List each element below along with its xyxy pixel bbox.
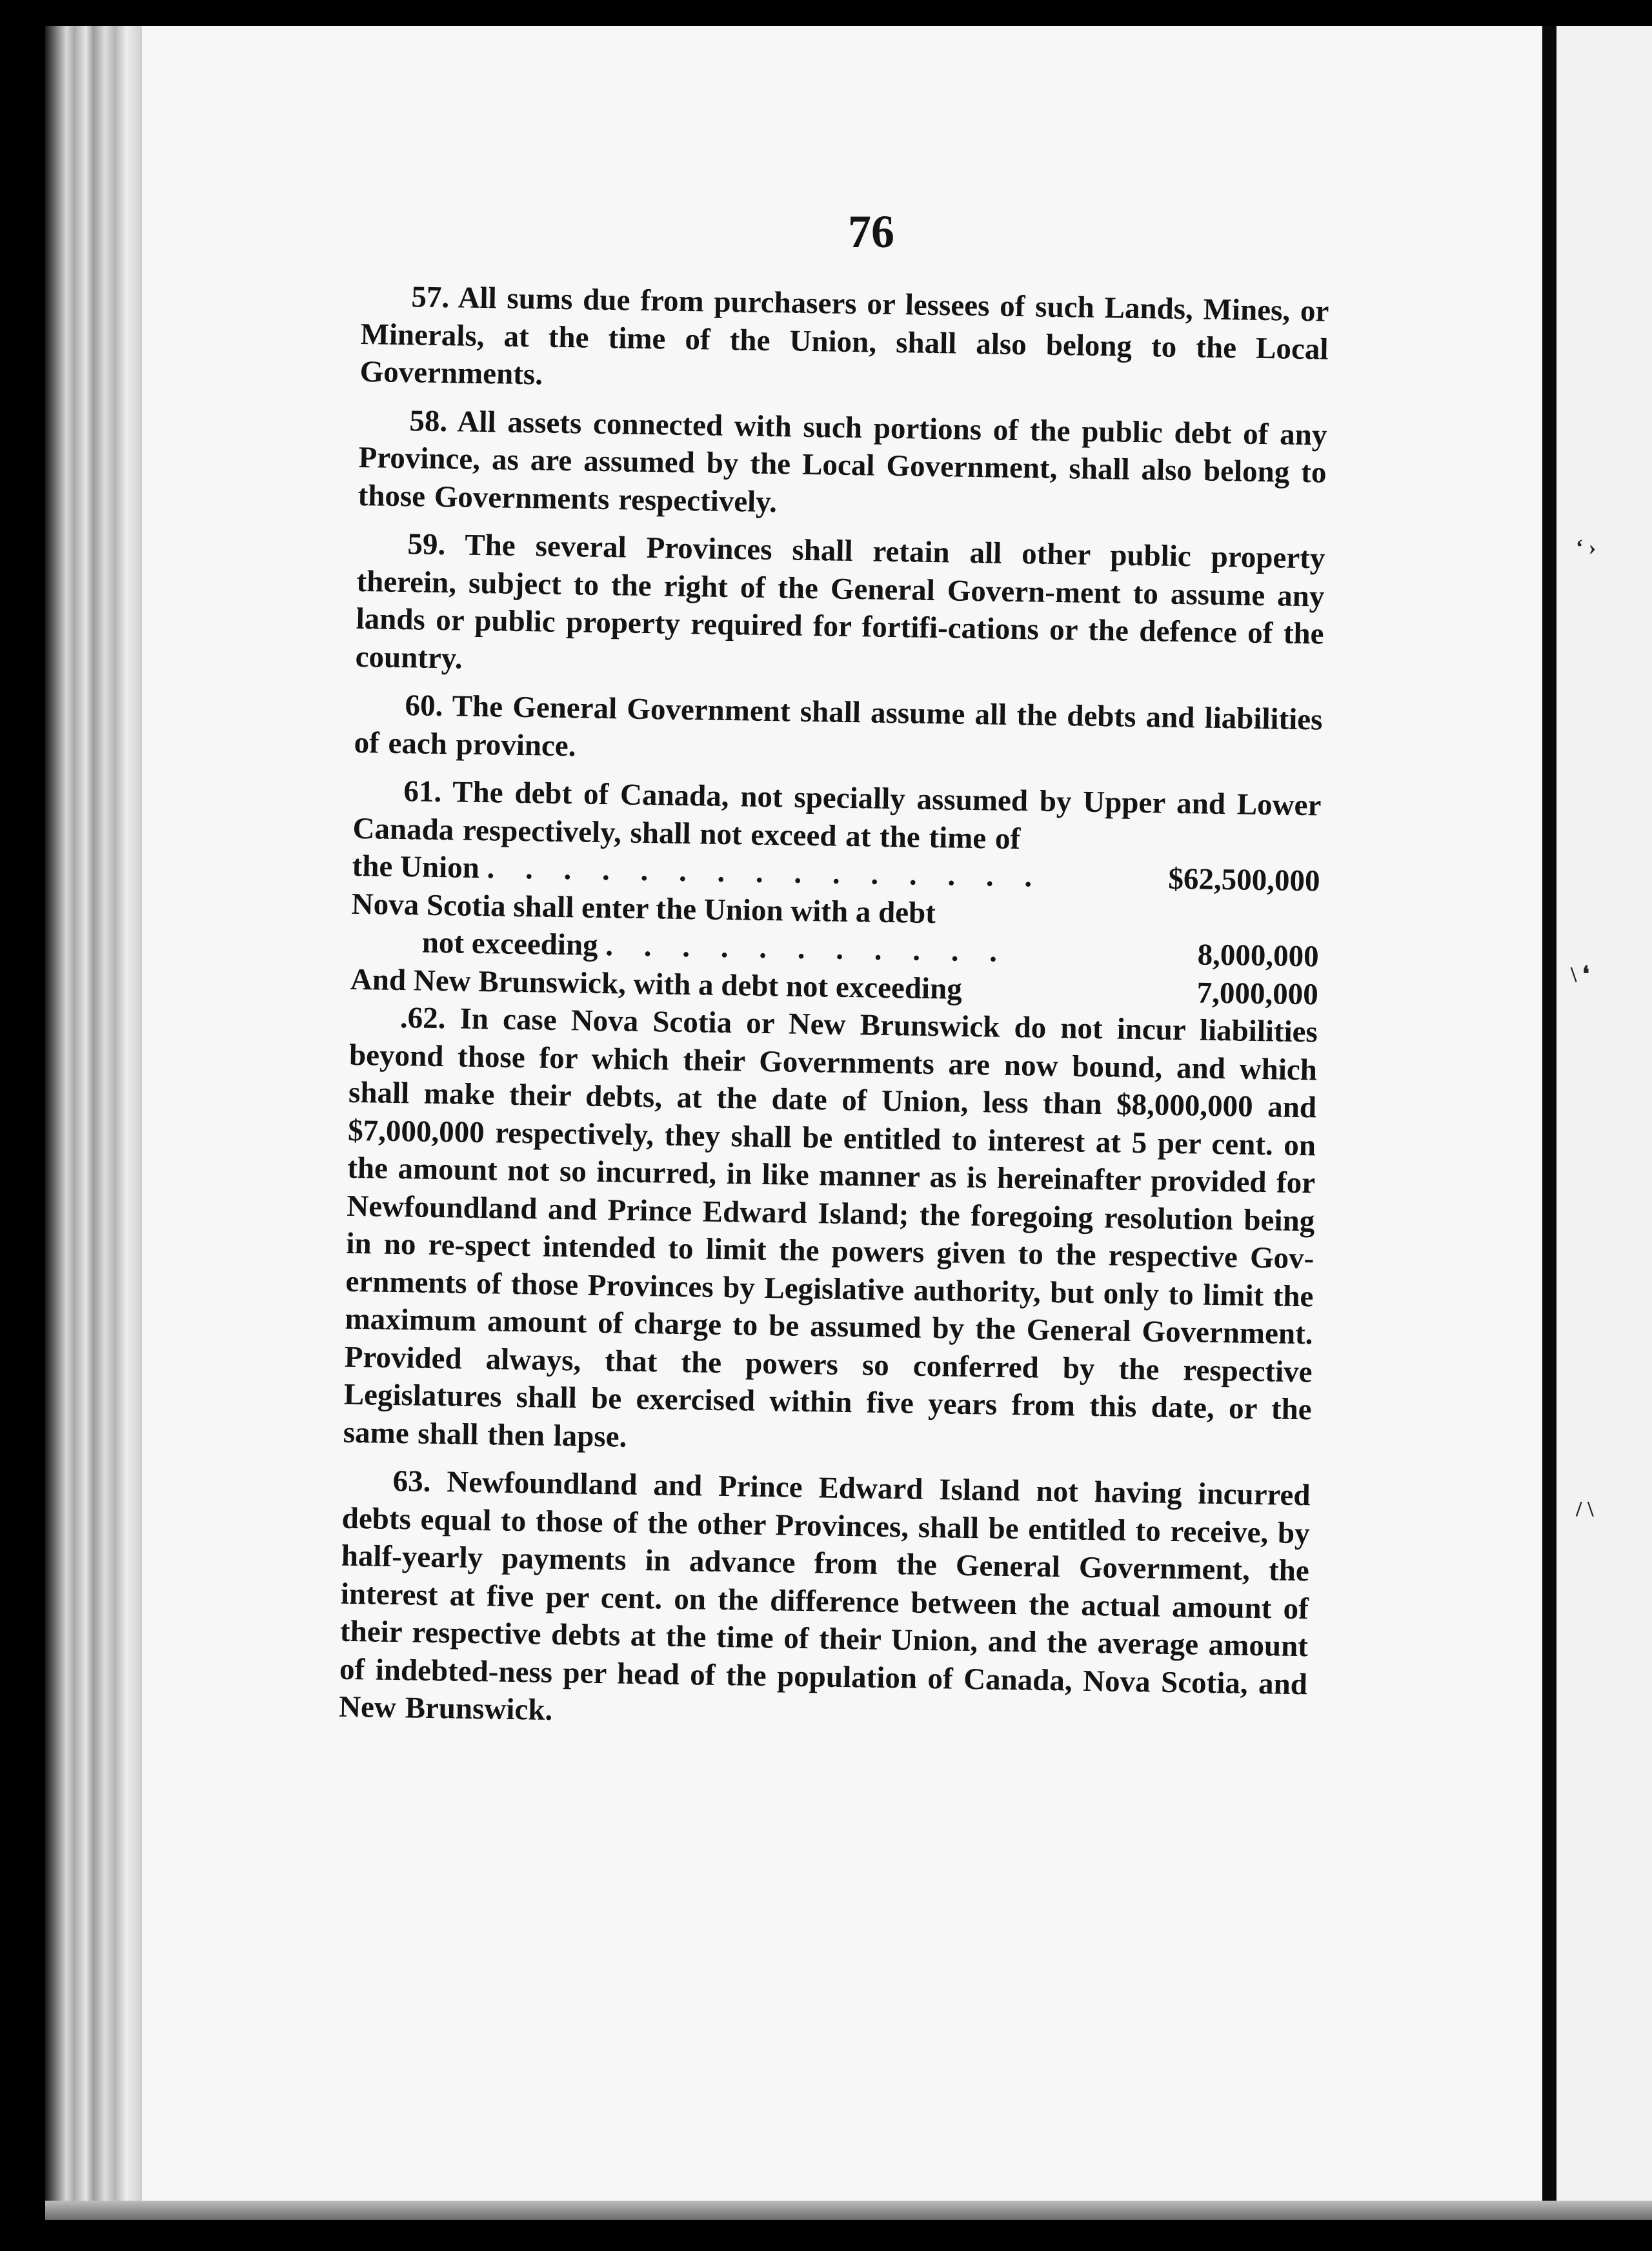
paragraph-text: The debt of Canada, not specially assumed by Upper and Lower Canada respectively, shall not exceed at the time of [352, 775, 1322, 856]
paragraph-57 [359, 278, 1329, 406]
paragraph-number: 60. [405, 689, 443, 723]
debt-amount: 8,000,000 [1197, 938, 1320, 974]
paragraph-62 [343, 998, 1318, 1466]
debt-description: And New Brunswick, with a debt not exceeding [350, 962, 963, 1006]
paragraph-number: 61. [403, 774, 442, 809]
dot-leader: . . . . . . . . . . . [605, 929, 1009, 969]
paragraph-text: All assets connected with such portions of the public debt of any Province, as are assumed by the Local Government, shall also belong to those Governments respectively. [358, 404, 1327, 519]
debt-description: Nova Scotia shall enter the Union with a debt [351, 887, 936, 930]
debt-label: not exceeding [421, 925, 599, 962]
page-number: 76 [848, 206, 894, 257]
facing-page-mark: ‘ › [1576, 536, 1597, 560]
paragraph-text: The General Government shall assume all the debts and liabilities of each province. [354, 689, 1323, 763]
paragraph-number: .62. [399, 1001, 446, 1036]
book-gutter [1542, 26, 1556, 2220]
facing-page-mark: \ ❛ [1571, 963, 1589, 987]
paragraph-58 [358, 401, 1327, 529]
paragraph-text: In case Nova Scotia or New Brunswick do not incur liabilities beyond those for which their Governments are now bound, and which shall make their debts, at the date of Union, less than $8,000,000 and $7,000,000 respectively, they shall be entitled to interest at 5 per cent. on the amount not so incurred, in like manner as is hereinafter provided for Newfoundland and Prince Edward Island; the foregoing resolution being in no re-spect intended to limit the powers given to the respective Gov-ernments of those Provinces by Legislative authority, but only to limit the maximum amount of charge to be assumed by the General Government. Provided always, that the powers so conferred by the respective Legislatures shall be exercised within five years from this date, or the same shall then lapse. [343, 1002, 1318, 1454]
debt-amount: $62,500,000 [1168, 862, 1320, 898]
page-body [338, 278, 1329, 1751]
paragraph-number: 58. [409, 403, 448, 438]
paragraph-number: 59. [407, 527, 446, 562]
facing-page-mark: / \ [1576, 1497, 1594, 1521]
paragraph-59 [355, 525, 1325, 691]
debt-amount: 7,000,000 [1196, 975, 1319, 1011]
book-page-edges [45, 26, 142, 2220]
paragraph-63 [339, 1462, 1311, 1741]
paragraph-60 [354, 686, 1323, 777]
dot-leader: . . . . . . . . . . . . . . . [487, 851, 1044, 894]
page-bottom-edge [45, 2201, 1652, 2220]
paragraph-61 [352, 772, 1322, 863]
debt-label: the Union [352, 849, 480, 885]
paragraph-text: Newfoundland and Prince Edward Island not having incurred debts equal to those of the other Provinces, shall be entitled to receive, by half-yearly payments in advance from the General Government, the interest at five per cent. on the difference between the actual amount of their respective debts at the time of their Union, and the average amount of indebted-ness per head of the population of Canada, Nova Scotia, and New Brunswick. [338, 1465, 1311, 1727]
paragraph-text: The several Provinces shall retain all other public property therein, subject to the right of the General Govern-ment to assume any lands or public property required for fortifi-cations or the defence of the country. [355, 528, 1325, 676]
paragraph-number: 57. [411, 280, 450, 315]
paragraph-text: All sums due from purchasers or lessees of such Lands, Mines, or Minerals, at the time of the Union, shall also belong to the Local Governments. [359, 281, 1329, 392]
facing-page [1556, 26, 1652, 2220]
paragraph-number: 63. [392, 1464, 431, 1499]
